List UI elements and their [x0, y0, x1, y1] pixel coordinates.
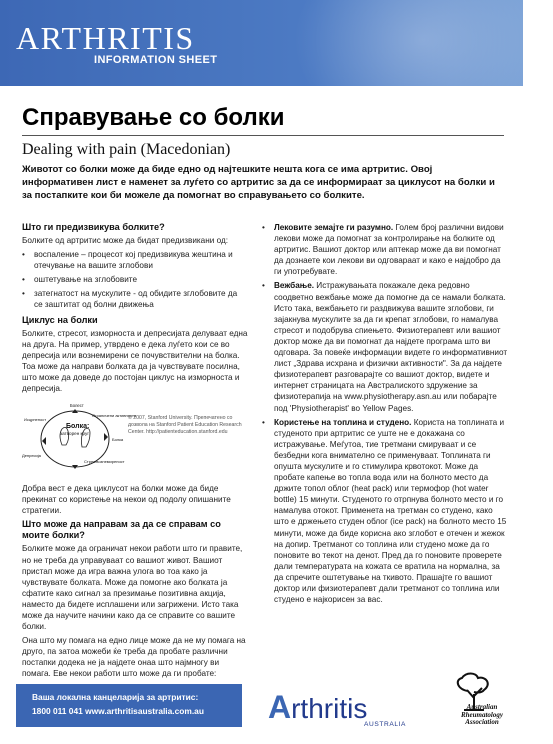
diagram-label: Болест [70, 403, 84, 409]
coping-paragraph: Болките може да ограничат некои работи што ги правите, но не треба да управуваат со вашиот живот. Вашиот пристап може да игра важна улога во тоа како ја чувствувате болката. Може да помогне ако болката ја сфатите како сигнал за презимање позитивна акција, наместо да бидете исплашени или загрижени. Исто така може да научите начини како да се справите со вашите болки. [22, 544, 243, 632]
arthritis-australia-logo [268, 685, 418, 733]
banner-decoration [293, 0, 553, 140]
diagram-label: Ограничени активности [92, 413, 137, 419]
strategies-list [262, 222, 508, 605]
logo-word: rthritis [291, 693, 368, 724]
list-item: • воспаление – процесот кој предизвикува жештина и отечување на вашите зглобови [22, 249, 248, 271]
try-paragraph: Она што му помага на едно лице може да не му помага на друго, па затоа можеби ќе треба да пробате различни постапки додека не ја најдете онаа што најмногу ви помага. Еве некои работи што може да ги пробате: [22, 636, 246, 679]
list-item: • оштетување на зглобовите [22, 274, 248, 285]
diagram-label: Болка [112, 437, 124, 443]
section-heading-pain-cycle: Циклус на болки [22, 314, 98, 325]
ara-text: Australian Rheumatology Association [460, 703, 503, 726]
good-news-paragraph: Добра вест е дека циклусот на болки може да биде прекинат со користење на некои од подолу опишаните стратегии. [22, 484, 231, 516]
strategy-heading: Користење на топлина и студено. [274, 417, 412, 427]
page-subtitle: Dealing with pain (Macedonian) [22, 141, 231, 158]
section-heading-causes: Што ги предизвикува болките? [22, 222, 165, 232]
pain-cycle-figure [22, 397, 137, 479]
list-item [262, 417, 508, 606]
left-column [22, 222, 248, 683]
causes-intro: Болките од артритис може да бидат предизвикани од: [22, 236, 229, 245]
list-item [262, 280, 508, 413]
intro-paragraph: Животот со болки може да биде едно од најтешките нешта кога се има артритис. Овој информативен лист е наменет за луѓето со артритис за да се информираат за циклусот на болки и за постапките кои би можеле да помогнат во справувањето со болките. [22, 164, 495, 201]
pain-cycle-paragraph: Болките, стресот, изморноста и депресијата делуваат една на друга. На пример, утврдено е дека луѓето кои се во депресија или вознемирени се почувствителни на болка. Тоа може да направи болката да ја чувствувате посилна, што може да доведе до постојан циклус на изморноста и депресија. [22, 328, 248, 394]
brand-subtitle: INFORMATION SHEET [94, 54, 218, 66]
strategy-text: Голем број различни видови лекови може да помогнат за контролирање на болките од артритис. Вашиот доктор или аптекар може да ви помогнат да дознаете кои лекови ви одговараат и како е најдобро да ги употребувате. [274, 223, 504, 277]
footer-contact-details[interactable]: 1800 011 041 www.arthritisaustralia.com.au [32, 706, 204, 716]
pain-cycle-diagram [22, 397, 248, 479]
strategy-text: Користа на топлината и студеното при артритис се уште не е докажана со истражување. Меѓутоа, тие третмани смируваат и се безбедни кога внимателно се применуваат. Топлината ги опушта мускулите и го стимулира крвотокот. Може да пробате капење во топла вода или на болното место да држите топол облог (heat pack) или термофор (hot water bottle) 15 минути. Студеното го отрпнува болното место и го намалува отокот. Применета на третман со студено, како што е држењето студен облог (ice pack) на болното место 15 минути, може да биде корисна ако зглобот е отечен и жежок на допир. Третманот со топлина или студено може да го поновите во текот на денот. Пред да го поновите проверете дали температурата на кожата се вратила на нормална, за да спречите оштетување на ткивото. Прашајте го вашиот доктор или физиотерапевт дали третманот со топлина или студено е најкорисен за вас. [274, 417, 507, 605]
footer-contact-label: Ваша локална канцеларија за артритис: [32, 692, 199, 702]
diagram-center-subtitle: затворен круг [60, 431, 90, 437]
header-banner [0, 0, 523, 86]
diagram-label: Исцрпеност [24, 417, 47, 423]
strategy-text: Истражувањата покажале дека редовно соодветно вежбање може да помогне да се намали болката. Исто така, вежбањето ги раздвижува вашите зглобови, ги зајакнува мускулите за да ги крепат зглобови, го намалува стресот и подобрува спиењето. Физиотерапевт или вашиот доктор може да ви помогнат да најдете програма што ви одговара. За повеќе информации видете го информативниот лист „Здрава исхрана и физички активности". За да најдете физиотерапевт разговарајте со вашиот доктор, видете и интернет страницата на Австралиското здружение за физиотерапија на www.physiotherapy.asn.au или побарајте под 'Physiotherapist' во Yellow Pages. [274, 281, 508, 413]
ara-logo [434, 672, 514, 740]
list-item [262, 222, 508, 277]
causes-list [22, 249, 248, 310]
diagram-label: Депресија [22, 453, 41, 459]
brand-title: ARTHRITIS [16, 20, 195, 56]
strategy-heading: Лековите земајте ги разумно. [274, 223, 394, 232]
logo-subtitle: AUSTRALIA [364, 721, 407, 728]
page-title: Справување со болки [22, 104, 285, 131]
diagram-label: Стрес/вознемиреност [84, 459, 125, 465]
section-heading-coping: Што може да направам за да се справам со моите болки? [22, 519, 221, 541]
title-divider [22, 135, 504, 136]
diagram-credit: © 2007, Stanford University. Препечатено со дозвола на Stanford Patient Education Research Center. http://patienteducation.stanford.edu [128, 415, 242, 436]
strategy-heading: Вежбање. [274, 281, 315, 291]
logo-initial: A [268, 689, 292, 725]
diagram-center-title: Болка: [66, 423, 90, 431]
right-column [262, 222, 508, 609]
footer-contact-box [16, 684, 242, 727]
list-item: • затегнатост на мускулите - од обидите зглобовите да се заштитат од болни движења [22, 288, 248, 310]
